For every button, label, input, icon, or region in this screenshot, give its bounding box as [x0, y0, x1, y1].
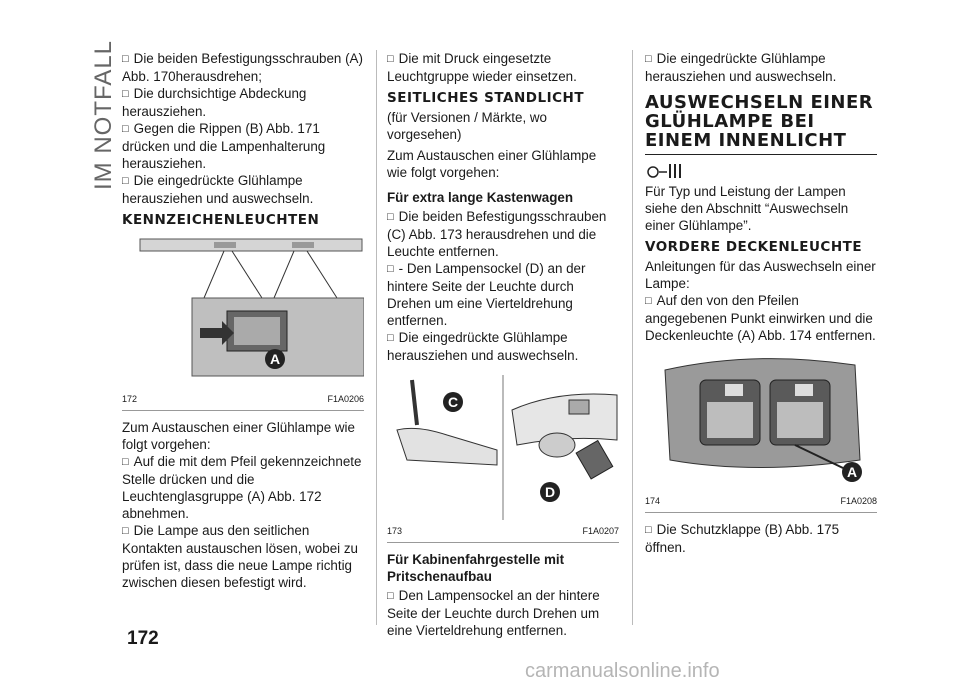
figure-172 [122, 233, 364, 411]
list-item: □ Die Schutzklappe (B) Abb. 175 öffnen. [645, 521, 877, 556]
figure-label: A [269, 351, 281, 367]
column-1 [122, 50, 364, 591]
figure-code: F1A0206 [327, 394, 364, 404]
note: (für Versionen / Märkte, wo vorgesehen) [387, 110, 548, 142]
paragraph: Für Typ und Leistung der Lampen siehe den Abschnitt “Auswechseln einer Glühlampe”. [645, 184, 849, 233]
figure-code: F1A0207 [582, 526, 619, 536]
list-item: □ Die beiden Befestigungsschrauben (C) Abb. 173 herausdrehen und die Leuchte entfernen. [387, 208, 619, 260]
subsection-heading: VORDERE DECKENLEUCHTE [645, 239, 863, 255]
section-heading: SEITLICHES STANDLICHT [387, 90, 585, 106]
column-3 [645, 50, 877, 556]
figure-code: F1A0208 [840, 496, 877, 506]
list-item: □ Gegen die Rippen (B) Abb. 171 drücken und die Lampenhalterung herausziehen. [122, 120, 364, 172]
page-number: 172 [127, 628, 159, 649]
watermark: carmanualsonline.info [525, 660, 720, 682]
list-item: □ Die Lampe aus den seitlichen Kontakten austauschen lösen, wobei zu prüfen ist, dass die neue Lampe richtig zwischen diesen befestigt wird. [122, 522, 364, 591]
paragraph: Anleitungen für das Auswechseln einer Lampe: [645, 259, 876, 291]
column-2 [387, 50, 619, 639]
figure-label: D [544, 484, 556, 500]
list-item: □ Auf die mit dem Pfeil gekennzeichnete Stelle drücken und die Leuchtenglasgruppe (A) Abb. 172 abnehmen. [122, 453, 364, 522]
figure-173 [387, 370, 619, 543]
list-item: □ Die eingedrückte Glühlampe herausziehen und auswechseln. [122, 172, 364, 207]
list-item: □ Die durchsichtige Abdeckung herausziehen. [122, 85, 364, 120]
figure-label: C [447, 394, 459, 410]
section-heading: AUSWECHSELN EINER GLÜHLAMPE BEI EINEM INNENLICHT [645, 93, 877, 155]
subheading: Für Kabinenfahrgestelle mit Pritschenaufbau [387, 552, 565, 584]
list-item: □ Auf den von den Pfeilen angegebenen Punkt einwirken und die Deckenleuchte (A) Abb. 174 entfernen. [645, 292, 877, 344]
figure-number: 174 [645, 496, 661, 506]
figure-number: 172 [122, 394, 138, 404]
side-lamp-illustration [387, 370, 619, 520]
list-item: □ - Den Lampensockel (D) an der hintere Seite der Leuchte durch Drehen um eine Vierteldrehung entfernen. [387, 260, 619, 329]
list-item: □ Die eingedrückte Glühlampe herausziehen und auswechseln. [387, 329, 619, 364]
section-label: IM NOTFALL [90, 39, 117, 190]
section-heading: KENNZEICHENLEUCHTEN [122, 212, 320, 228]
column-divider [376, 50, 377, 625]
figure-label: A [846, 464, 858, 480]
paragraph: Zum Austauschen einer Glühlampe wie folgt vorgehen: [122, 420, 355, 452]
list-item: □ Die eingedrückte Glühlampe herausziehen und auswechseln. [645, 50, 877, 85]
ceiling-lamp-illustration [645, 350, 877, 490]
license-lamp-illustration [122, 233, 364, 388]
paragraph: Zum Austauschen einer Glühlampe wie folgt vorgehen: [387, 148, 597, 180]
list-item: □ Die mit Druck eingesetzte Leuchtgruppe wieder einsetzen. [387, 50, 619, 85]
lamp-symbol-icon [645, 161, 689, 179]
list-item: □ Die beiden Befestigungsschrauben (A) Abb. 170herausdrehen; [122, 50, 364, 85]
column-divider [632, 50, 633, 625]
subheading: Für extra lange Kastenwagen [387, 190, 574, 205]
figure-174 [645, 350, 877, 513]
list-item: □ Den Lampensockel an der hintere Seite der Leuchte durch Drehen um eine Vierteldrehung entfernen. [387, 587, 619, 639]
figure-number: 173 [387, 526, 403, 536]
